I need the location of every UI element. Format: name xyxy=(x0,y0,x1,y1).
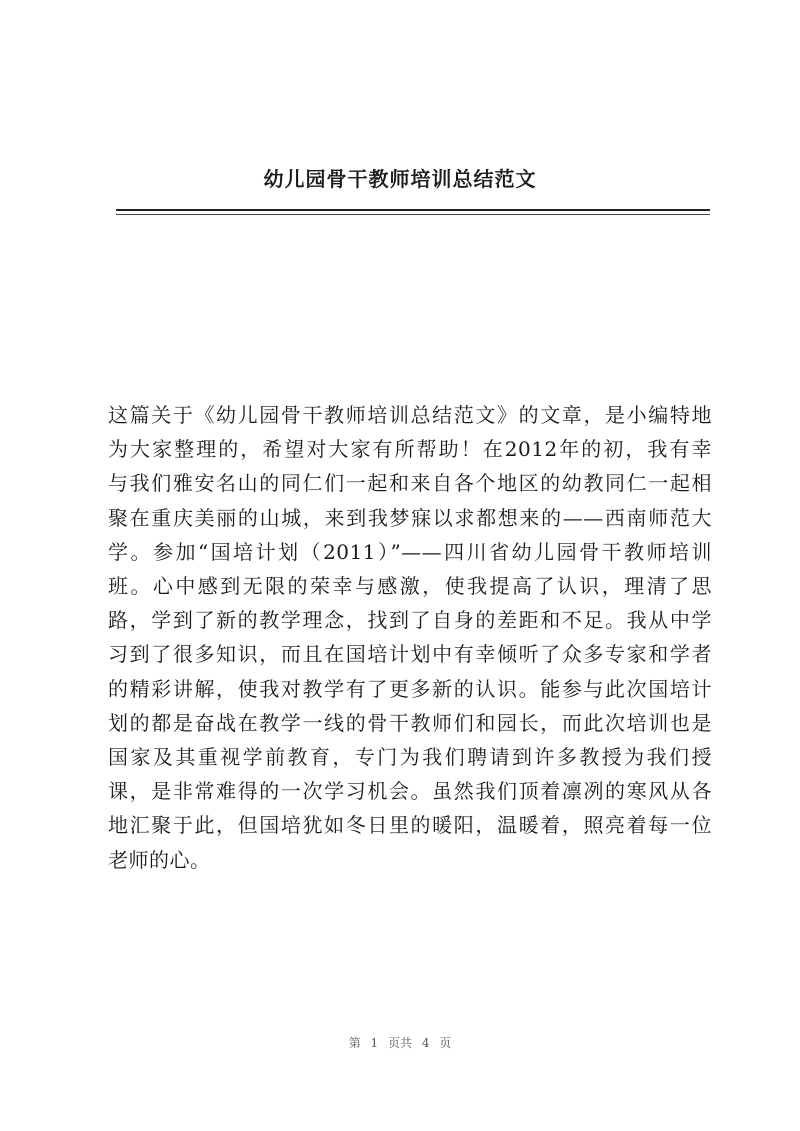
body-line: 班。心中感到无限的荣幸与感激，使我提高了认识，理清了思 xyxy=(108,574,712,599)
body-line: 这篇关于《幼儿园骨干教师培训总结范文》的文章，是小编特地 xyxy=(108,403,712,427)
body-line: 地汇聚于此，但国培犹如冬日里的暖阳，温暖着，照亮着每一位 xyxy=(108,813,712,838)
body-line: 国家及其重视学前教育，专门为我们聘请到许多教授为我们授 xyxy=(108,745,712,770)
body-line: 与我们雅安名山的同仁们一起和来自各个地区的幼教同仁一起相 xyxy=(108,471,712,496)
body-line: 老师的心。 xyxy=(108,847,211,872)
body-line: 聚在重庆美丽的山城，来到我梦寐以求都想来的——西南师范大 xyxy=(108,505,712,530)
body-line: 的精彩讲解，使我对教学有了更多新的认识。能参与此次国培计 xyxy=(108,676,712,701)
body-line: 划的都是奋战在教学一线的骨干教师们和园长，而此次培训也是 xyxy=(108,710,712,735)
body-line: 为大家整理的，希望对大家有所帮助！在2012年的初，我有幸 xyxy=(108,437,712,462)
body-line: 路，学到了新的教学理念，找到了自身的差距和不足。我从中学 xyxy=(108,608,712,633)
body-line: 学。参加“国培计划（2011）”——四川省幼儿园骨干教师培训 xyxy=(108,539,712,564)
page-number: 第 1 页共 4 页 xyxy=(348,1036,452,1050)
body-paragraph xyxy=(108,398,712,877)
document-title: 幼儿园骨干教师培训总结范文 xyxy=(263,167,537,191)
title-underline xyxy=(116,209,710,211)
body-line: 课，是非常难得的一次学习机会。虽然我们顶着凛冽的寒风从各 xyxy=(108,779,712,804)
title-underline-thin xyxy=(116,214,710,215)
body-line: 习到了很多知识，而且在国培计划中有幸倾听了众多专家和学者 xyxy=(108,642,712,667)
